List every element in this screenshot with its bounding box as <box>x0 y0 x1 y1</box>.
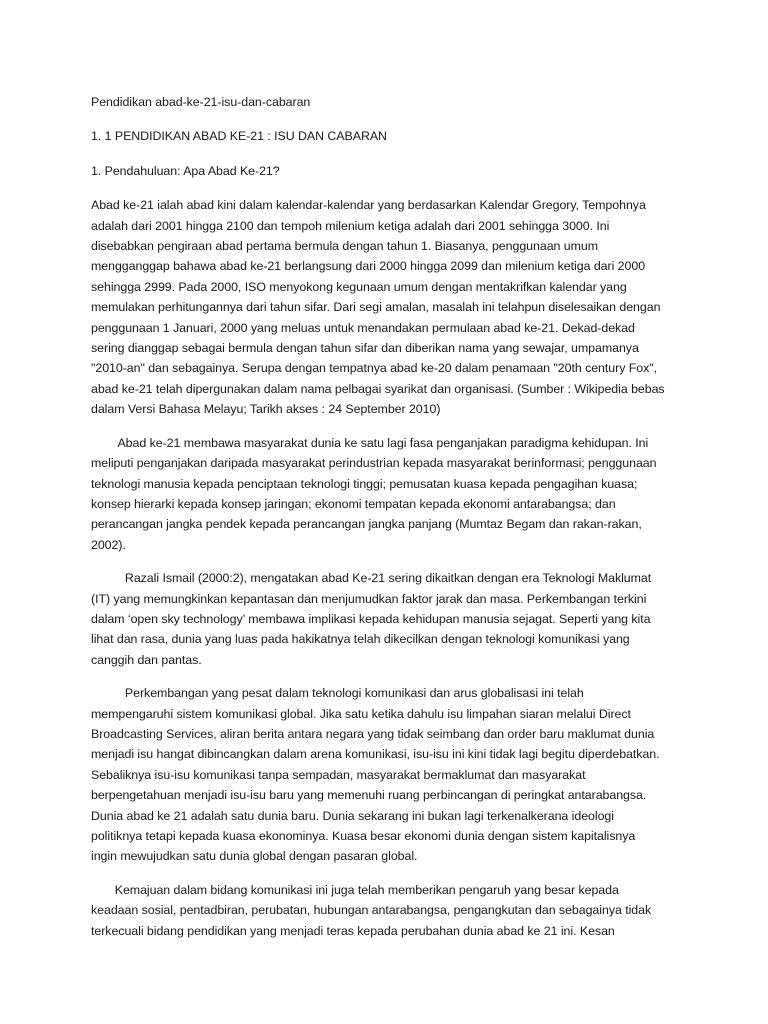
paragraph-line: canggih dan pantas. <box>91 652 202 667</box>
paragraph-line: Abad ke-21 membawa masyarakat dunia ke satu lagi fasa penganjakan paradigma kehidupan. Ini <box>91 435 649 450</box>
paragraph-line: terkecuali bidang pendidikan yang menjadi teras kepada perubahan dunia abad ke 21 ini. Kesan <box>91 923 615 938</box>
paragraph-line: disebabkan pengiraan abad pertama bermula dengan tahun 1. Biasanya, penggunaan umum <box>91 239 598 254</box>
paragraph-line: mempengaruhi sistem komunikasi global. Jika satu ketika dahulu isu limpahan siaran melalui Direct <box>91 706 631 721</box>
paragraph-line: Sebaliknya isu-isu komunikasi tanpa sempadan, masyarakat bermaklumat dan masyarakat <box>91 767 586 782</box>
paragraph-line: ingin mewujudkan satu dunia global dengan pasaran global. <box>91 849 418 864</box>
paragraph-line: berpengetahuan menjadi isu-isu baru yang memenuhi ruang perbincangan di peringkat antarabangsa. <box>91 788 647 803</box>
paragraph <box>91 880 691 941</box>
paragraph-line: menjadi isu hangat dibincangkan dalam arena komunikasi, isu-isu ini kini tidak lagi begitu diperdebatkan. <box>91 747 660 762</box>
paragraph-line: lihat dan rasa, dunia yang luas pada hakikatnya telah dikecilkan dengan teknologi komunikasi yang <box>91 632 630 647</box>
paragraph-line: Abad ke-21 ialah abad kini dalam kalendar-kalendar yang berdasarkan Kalendar Gregory, Tempohnya <box>91 198 646 213</box>
document-title: Pendidikan abad-ke-21-isu-dan-cabaran <box>91 95 311 109</box>
paragraph-line: Razali Ismail (2000:2), mengatakan abad Ke-21 sering dikaitkan dengan era Teknologi Maklumat <box>91 571 652 586</box>
paragraph-line: penggunaan 1 Januari, 2000 yang meluas untuk menandakan permulaan abad ke-21. Dekad-dekad <box>91 320 635 335</box>
paragraph-line: adalah dari 2001 hingga 2100 dan tempoh milenium ketiga adalah dari 2001 sehingga 3000. Ini <box>91 218 610 233</box>
paragraph-line: Perkembangan yang pesat dalam teknologi komunikasi dan arus globalisasi ini telah <box>91 686 584 701</box>
paragraph-line: dalam Versi Bahasa Melayu; Tarikh akses : 24 September 2010) <box>91 402 441 417</box>
document-body <box>91 92 691 954</box>
paragraph <box>91 683 691 867</box>
paragraph-line: konsep hierarki kepada konsep jaringan; ekonomi tempatan kepada ekonomi antarabangsa; dan <box>91 496 616 511</box>
paragraph-line: mengganggap bahawa abad ke-21 berlangsung dari 2000 hingga 2099 dan milenium ketiga dari 2000 <box>91 259 646 274</box>
paragraph-line: perancangan jangka pendek kepada perancangan jangka panjang (Mumtaz Begam dan rakan-rakan, <box>91 517 642 532</box>
paragraph <box>91 195 691 419</box>
paragraph-line: sehingga 2999. Pada 2000, ISO menyokong kegunaan umum dengan mentakrifkan kalendar yang <box>91 279 627 294</box>
paragraph-line: abad ke-21 telah dipergunakan dalam nama pelbagai syarikat dan organisasi. (Sumber : Wikipedia bebas <box>91 381 665 396</box>
paragraph-line: memulakan perhitungannya dari tahun sifar. Dari segi amalan, masalah ini telahpun diselesaikan dengan <box>91 300 661 315</box>
paragraph-line: meliputi penganjakan daripada masyarakat perindustrian kepada masyarakat berinformasi; penggunaan <box>91 456 657 471</box>
paragraph-line: sering dianggap sebagai bermula dengan tahun sifar dan diberikan nama yang sewajar, umpamanya <box>91 341 639 356</box>
paragraph <box>91 568 691 670</box>
paragraph-line: (IT) yang memungkinkan kepantasan dan menjumudkan faktor jarak dan masa. Perkembangan terkini <box>91 591 647 606</box>
paragraph-line: Dunia abad ke 21 adalah satu dunia baru. Dunia sekarang ini bukan lagi terkenalkerana ideologi <box>91 808 614 823</box>
paragraph-line: 2002). <box>91 537 126 552</box>
paragraph <box>91 433 691 555</box>
paragraph-line: teknologi manusia kepada penciptaan teknologi tinggi; pemusatan kuasa kepada pengagihan kuasa; <box>91 476 638 491</box>
paragraph-line: politiknya tetapi kepada kuasa ekonominya. Kuasa besar ekonomi dunia dengan sistem kapitalisnya <box>91 829 636 843</box>
paragraph-line: Kemajuan dalam bidang komunikasi ini juga telah memberikan pengaruh yang besar kepada <box>91 882 619 897</box>
paragraphs <box>91 195 691 941</box>
paragraph-line: keadaan sosial, pentadbiran, perubatan, hubungan antarabangsa, pengangkutan dan sebagainya tidak <box>91 903 652 918</box>
subsection-heading: 1. Pendahuluan: Apa Abad Ke-21? <box>91 163 280 178</box>
paragraph-line: Broadcasting Services, aliran berita antara negara yang tidak seimbang dan order baru maklumat dunia <box>91 726 655 741</box>
paragraph-line: dalam ‘open sky technology’ membawa implikasi kepada kehidupan manusia sejagat. Seperti yang kita <box>91 611 651 626</box>
section-heading: 1. 1 PENDIDIKAN ABAD KE-21 : ISU DAN CABARAN <box>91 129 387 144</box>
paragraph-line: "2010-an" dan sebagainya. Serupa dengan tempatnya abad ke-20 dalam penamaan "20th century Fox", <box>91 361 657 376</box>
